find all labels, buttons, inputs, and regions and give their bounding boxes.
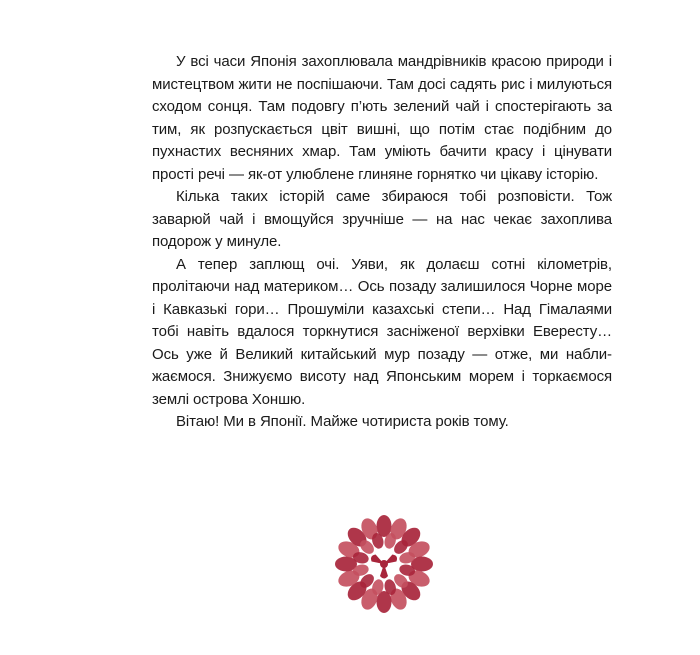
paragraph-4: Вітаю! Ми в Японії. Майже чотириста років тому. bbox=[176, 413, 509, 430]
crest-center bbox=[368, 548, 400, 580]
paragraph-3: А тепер заплющ очі. Уяви, як долаєш сотні кілометрів, пролітаючи над материком… Ось позаду залишилося Чорне море і Кавказькі гори… Прошуміли казахські степи… Над Гімалаями тобі навіть вдалося торкнутися засніженої верхівки Евересту… Ось уже й Великий китайський мур позаду — отже, ми наближаємося. Знижуємо висоту над Японським морем і торкаємося землі острова Хоншю. bbox=[152, 255, 612, 408]
crest-center-hub bbox=[380, 560, 388, 568]
body-text bbox=[152, 51, 612, 434]
paragraph-1: У всі часи Японія захоплювала мандрівників красою природи і мистецтвом жити не поспішаючи. Там досі садять рис і милуються сходом сонця. Там подовгу п’ють зелений чай і спостерігають за тим, як розпускається цвіт вишні, що потім стає подібним до пухнастих весняних хмар. Там уміють бачити красу і цінувати прості речі — як-от улюблене глиняне горнятко чи цікаву історію. bbox=[152, 53, 612, 183]
paragraph-2: Кілька таких історій саме збираюся тобі розповісти. Тож заварюй чай і вмощуйся зручніше — на нас чекає захоплива подорож у минуле. bbox=[152, 188, 612, 250]
crimson-floral-crest-icon bbox=[334, 514, 434, 614]
